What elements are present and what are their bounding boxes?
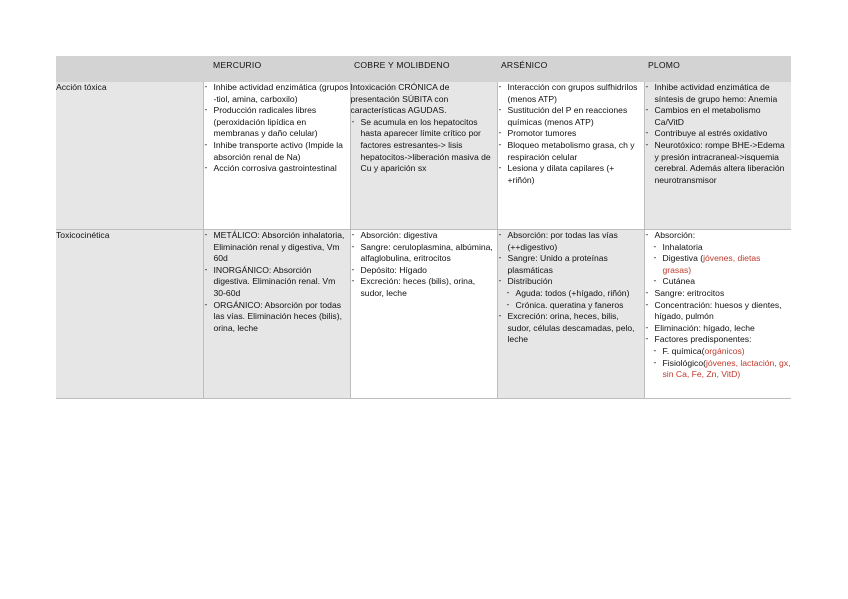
list-item: - Excreción: heces (bilis), orina, sudor, leche bbox=[351, 276, 497, 299]
header-empty bbox=[56, 56, 203, 82]
list-item bbox=[653, 253, 792, 276]
list-item: - Distribución bbox=[498, 276, 644, 288]
header-mercurio: MERCURIO bbox=[203, 56, 350, 82]
cell-accion-mercurio bbox=[203, 82, 350, 230]
header-cobre: COBRE Y MOLIBDENO bbox=[350, 56, 497, 82]
red-text: jóvenes, lactación, gx, sin Ca, Fe, Zn, VitD) bbox=[662, 357, 791, 380]
list-item: - Bloqueo metabolismo grasa, ch y respiración celular bbox=[498, 140, 644, 163]
list-item: - Concentración: huesos y dientes, hígado, pulmón bbox=[645, 300, 792, 323]
list-item: - Aguda: todos (+hígado, riñón) bbox=[506, 288, 644, 300]
list-item: - Producción radicales libres (peroxidación lipídica en membranas y daño celular) bbox=[204, 105, 350, 140]
list-item: - Depósito: Hígado bbox=[351, 265, 497, 277]
cell-toxico-arsenico bbox=[497, 230, 644, 399]
list-item: - Sangre: Unido a proteínas plasmáticas bbox=[498, 253, 644, 276]
list-item: - Neurotóxico: rompe BHE->Edema y presión intracraneal->isquemia cerebral. Además altera liberación neurotransmisor bbox=[645, 140, 792, 186]
cell-toxico-cobre bbox=[350, 230, 497, 399]
list-item: - Inhibe transporte activo (Impide la absorción renal de Na) bbox=[204, 140, 350, 163]
list-item: - Interacción con grupos sulfhidrilos (menos ATP) bbox=[498, 82, 644, 105]
row-accion-toxica bbox=[56, 82, 791, 230]
cell-accion-arsenico bbox=[497, 82, 644, 230]
list-item: - Cambios en el metabolismo Ca/VitD bbox=[645, 105, 792, 128]
list-item: - INORGÁNICO: Absorción digestiva. Eliminación renal. Vm 30-60d bbox=[204, 265, 350, 300]
list-item: - Inhibe actividad enzimática de síntesis de grupo hemo: Anemia bbox=[645, 82, 792, 105]
list-item: - METÁLICO: Absorción inhalatoria, Eliminación renal y digestiva, Vm 60d bbox=[204, 230, 350, 265]
list-item: - Factores predisponentes: bbox=[645, 334, 792, 346]
cell-toxico-plomo bbox=[644, 230, 791, 399]
list-item: - Absorción: bbox=[645, 230, 792, 242]
red-text: orgánicos) bbox=[704, 345, 745, 356]
list-item: - Sangre: ceruloplasmina, albúmina, alfaglobulina, eritrocitos bbox=[351, 242, 497, 265]
cobre-intro: Intoxicación CRÓNICA de presentación SÚBITA con características AGUDAS. bbox=[350, 82, 450, 116]
list-item bbox=[653, 346, 792, 358]
row-label-toxico: Toxicocinética bbox=[56, 230, 203, 399]
cell-accion-plomo bbox=[644, 82, 791, 230]
list-item: - Excreción: orina, heces, bilis, sudor, células descamadas, pelo, leche bbox=[498, 311, 644, 346]
text: Fisiológico( bbox=[662, 357, 706, 368]
list-item: - Lesiona y dilata capilares (+ +riñón) bbox=[498, 163, 644, 186]
list-item: - Contribuye al estrés oxidativo bbox=[645, 128, 792, 140]
text: F. química( bbox=[662, 345, 705, 356]
list-item: - Sustitución del P en reacciones químicas (menos ATP) bbox=[498, 105, 644, 128]
cell-toxico-mercurio bbox=[203, 230, 350, 399]
list-item bbox=[653, 358, 792, 381]
list-item: - Absorción: por todas las vías (++digestivo) bbox=[498, 230, 644, 253]
list-item: - Promotor tumores bbox=[498, 128, 644, 140]
row-label-accion: Acción tóxica bbox=[56, 82, 203, 230]
list-item: - Eliminación: hígado, leche bbox=[645, 323, 792, 335]
list-item: - Acción corrosiva gastrointestinal bbox=[204, 163, 350, 175]
list-item: - Absorción: digestiva bbox=[351, 230, 497, 242]
list-item: - Cutánea bbox=[653, 276, 792, 288]
row-toxicocinetica bbox=[56, 230, 791, 399]
list-item: - Inhibe actividad enzimática (grupos -tiol, amina, carboxilo) bbox=[204, 82, 350, 105]
list-item: - Inhalatoria bbox=[653, 242, 792, 254]
list-item: - Crónica. queratina y faneros bbox=[506, 300, 644, 312]
red-text: jóvenes, dietas grasas) bbox=[662, 253, 761, 275]
text: Digestiva ( bbox=[662, 253, 704, 264]
comparison-table bbox=[56, 56, 791, 399]
header-row bbox=[56, 56, 791, 82]
list-item: - Sangre: eritrocitos bbox=[645, 288, 792, 300]
list-item: - Se acumula en los hepatocitos hasta aparecer límite crítico por factores estresantes-> lisis hepatocitos->liberación masiva de Cu y aparición sx bbox=[351, 117, 497, 175]
header-arsenico: ARSÉNICO bbox=[497, 56, 644, 82]
list-item: - ORGÁNICO: Absorción por todas las vías. Eliminación heces (bilis), orina, leche bbox=[204, 300, 350, 335]
cell-accion-cobre bbox=[350, 82, 497, 230]
header-plomo: PLOMO bbox=[644, 56, 791, 82]
